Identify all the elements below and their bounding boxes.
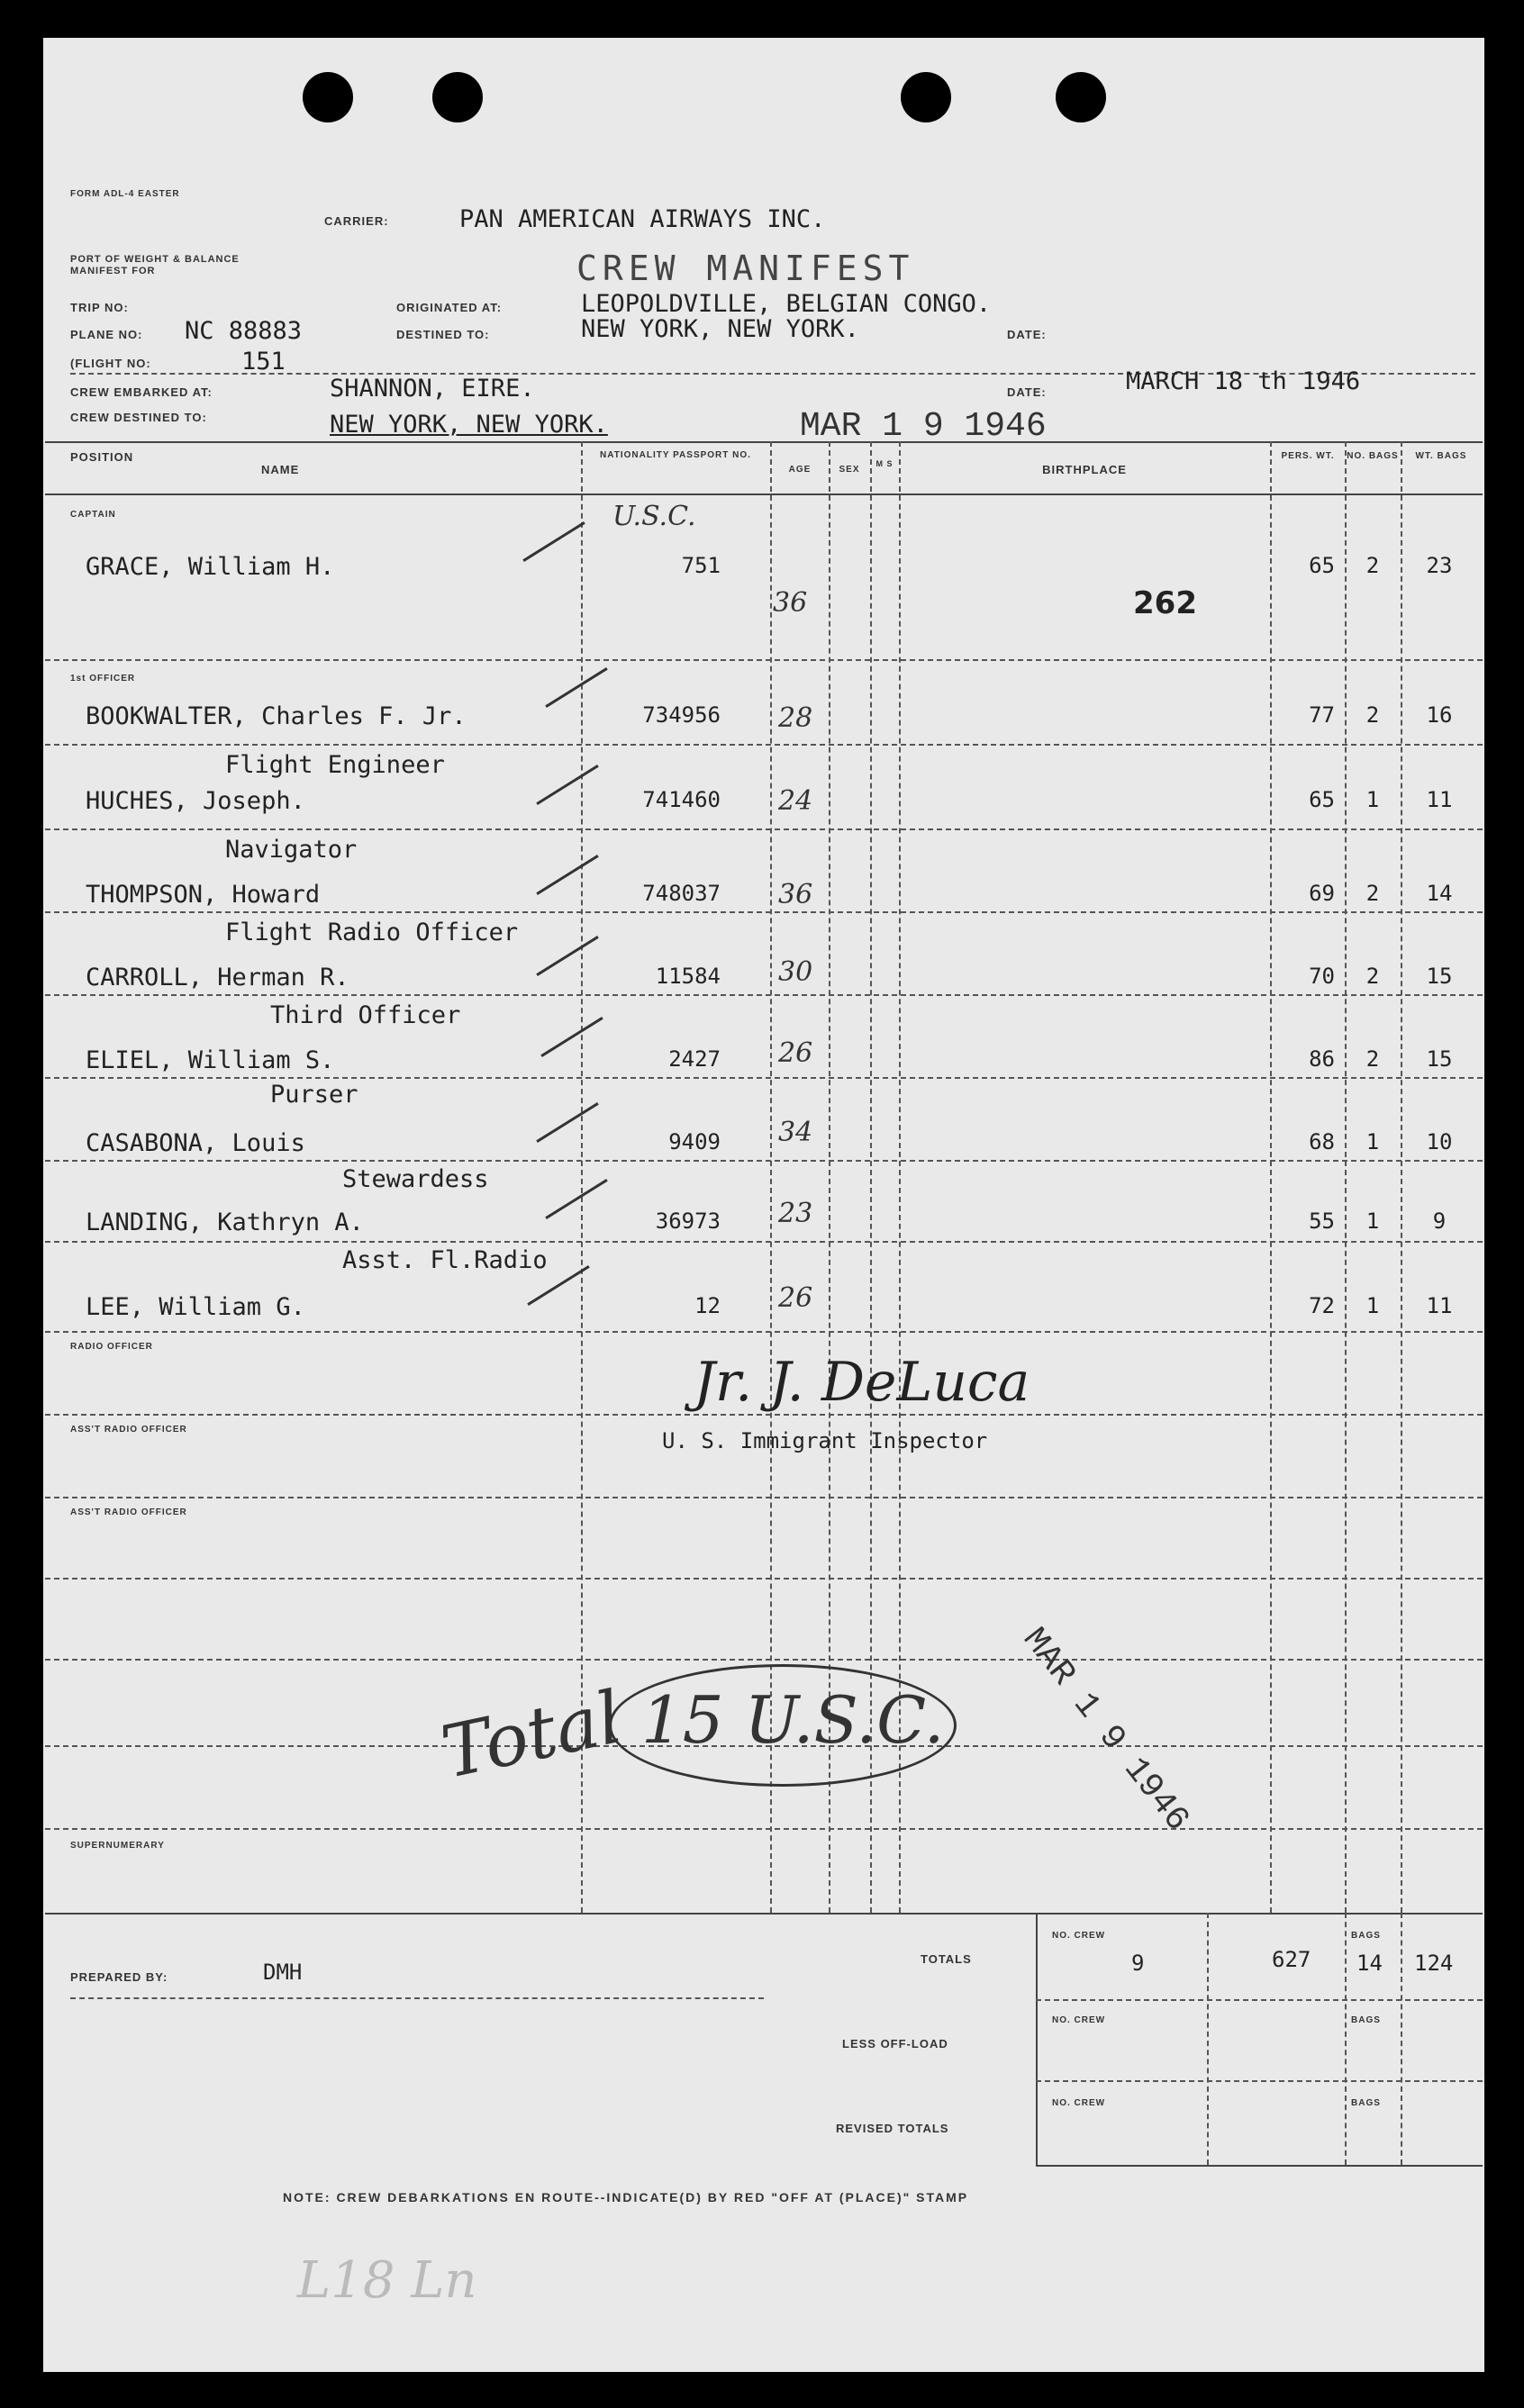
crew-name: GRACE, William H. bbox=[86, 553, 335, 581]
carrier-label: CARRIER: bbox=[324, 214, 389, 228]
prepared-by-value: DMH bbox=[263, 1960, 303, 1985]
crew-name: THOMPSON, Howard bbox=[86, 881, 321, 909]
destined-value: NEW YORK, NEW YORK. bbox=[581, 315, 859, 343]
crew-destined-label: CREW DESTINED TO: bbox=[70, 411, 207, 424]
crew-age: 28 bbox=[778, 702, 813, 734]
crew-pers-wt: 65 bbox=[1309, 787, 1335, 812]
crew-wt-bags: 10 bbox=[1426, 1129, 1453, 1154]
no-crew-label: NO. CREW bbox=[1052, 2015, 1106, 2025]
embarked-label: CREW EMBARKED AT: bbox=[70, 385, 213, 399]
document-title: CREW MANIFEST bbox=[576, 249, 915, 288]
crew-name: HUCHES, Joseph. bbox=[86, 787, 305, 815]
crew-bags: 2 bbox=[1365, 702, 1380, 728]
flight-value: 151 bbox=[241, 348, 286, 376]
position-label: Third Officer bbox=[270, 1001, 461, 1029]
crew-passport: 734956 bbox=[642, 702, 721, 728]
punch-hole bbox=[303, 72, 353, 122]
total-handwritten: Total bbox=[434, 1675, 630, 1795]
revised-totals-label: REVISED TOTALS bbox=[836, 2122, 949, 2135]
trip-label: TRIP NO: bbox=[70, 301, 129, 314]
position-label: 1st OFFICER bbox=[70, 674, 136, 683]
originated-label: ORIGINATED AT: bbox=[396, 301, 503, 314]
crew-bags: 2 bbox=[1365, 553, 1380, 578]
crew-age: 23 bbox=[778, 1198, 813, 1229]
position-label: Flight Radio Officer bbox=[225, 919, 519, 946]
punch-hole bbox=[901, 72, 951, 122]
position-label: Flight Engineer bbox=[225, 751, 445, 779]
inspector-title: U. S. Immigrant Inspector bbox=[662, 1428, 988, 1453]
crew-passport: 2427 bbox=[668, 1046, 721, 1072]
crew-pers-wt: 86 bbox=[1309, 1046, 1335, 1072]
crew-passport: 11584 bbox=[655, 964, 721, 989]
pers-wt-header: PERS. WT. bbox=[1281, 451, 1335, 461]
crew-pers-wt: 69 bbox=[1309, 881, 1335, 906]
crew-age: 24 bbox=[778, 785, 813, 817]
manifest-date: MARCH 18 th 1946 bbox=[1126, 367, 1361, 395]
crew-age: 34 bbox=[778, 1117, 813, 1148]
position-label: Asst. Fl.Radio bbox=[342, 1246, 548, 1274]
crew-name: LEE, William G. bbox=[86, 1293, 305, 1321]
punch-hole bbox=[1056, 72, 1106, 122]
position-label: Navigator bbox=[225, 836, 358, 864]
bags-label: BAGS bbox=[1351, 2015, 1381, 2025]
date-label-2: DATE: bbox=[1007, 385, 1047, 399]
totals-label: TOTALS bbox=[921, 1952, 972, 1966]
ms-header: M S bbox=[875, 459, 894, 468]
crew-wt-bags: 15 bbox=[1426, 1046, 1453, 1072]
radio-officer-label: RADIO OFFICER bbox=[70, 1342, 153, 1352]
crew-wt-bags: 16 bbox=[1426, 702, 1453, 728]
date-stamp-rotated: MAR 1 9 1946 bbox=[1014, 1621, 1197, 1840]
wt-bags-header: WT. BAGS bbox=[1415, 451, 1467, 461]
crew-pers-wt: 55 bbox=[1309, 1209, 1335, 1234]
footer-note: NOTE: CREW DEBARKATIONS EN ROUTE--INDICATE(D) BY RED "OFF AT (PLACE)" STAMP bbox=[283, 2190, 969, 2204]
form-number: FORM ADL-4 EASTER bbox=[70, 189, 180, 199]
crew-wt-bags: 15 bbox=[1426, 964, 1453, 989]
plane-value: NC 88883 bbox=[185, 317, 303, 345]
position-label: Stewardess bbox=[342, 1165, 489, 1193]
crew-bags: 1 bbox=[1365, 1293, 1380, 1318]
position-label: CAPTAIN bbox=[70, 510, 116, 520]
crew-name: BOOKWALTER, Charles F. Jr. bbox=[86, 702, 467, 730]
crew-name: CASABONA, Louis bbox=[86, 1129, 305, 1157]
crew-wt-bags: 11 bbox=[1426, 1293, 1453, 1318]
position-header: POSITION bbox=[70, 450, 134, 464]
date-label: DATE: bbox=[1007, 328, 1047, 341]
carrier-value: PAN AMERICAN AIRWAYS INC. bbox=[459, 205, 826, 233]
no-crew-label: NO. CREW bbox=[1052, 2098, 1106, 2108]
crew-wt-bags: 23 bbox=[1426, 553, 1453, 578]
destined-label: DESTINED TO: bbox=[396, 328, 490, 341]
total-wt-bags: 124 bbox=[1414, 1951, 1454, 1976]
total-bags: 14 bbox=[1356, 1951, 1383, 1976]
crew-passport: 741460 bbox=[642, 787, 721, 812]
bags-label: BAGS bbox=[1351, 1931, 1381, 1941]
total-weight: 627 bbox=[1272, 1947, 1311, 1972]
name-header: NAME bbox=[261, 463, 300, 476]
crew-wt-bags: 14 bbox=[1426, 881, 1453, 906]
plane-label: PLANE NO: bbox=[70, 328, 143, 341]
crew-wt-bags: 9 bbox=[1432, 1209, 1447, 1234]
crew-bags: 2 bbox=[1365, 964, 1380, 989]
prepared-by-label: PREPARED BY: bbox=[70, 1970, 168, 1984]
no-bags-header: NO. BAGS bbox=[1347, 451, 1399, 461]
bags-label: BAGS bbox=[1351, 2098, 1381, 2108]
position-label: Purser bbox=[270, 1081, 358, 1109]
sex-header: SEX bbox=[839, 465, 860, 475]
nationality-header: NATIONALITY PASSPORT NO. bbox=[600, 450, 751, 460]
birthplace-header: BIRTHPLACE bbox=[1042, 463, 1127, 476]
crew-age: 36 bbox=[778, 879, 813, 910]
flight-label: (FLIGHT NO: bbox=[70, 357, 151, 370]
crew-bags: 2 bbox=[1365, 881, 1380, 906]
crew-age: 26 bbox=[778, 1037, 813, 1069]
inspector-signature: Jr. J. DeLuca bbox=[694, 1351, 1030, 1414]
no-crew-label: NO. CREW bbox=[1052, 1931, 1106, 1941]
supernumerary-label: SUPERNUMERARY bbox=[70, 1841, 165, 1851]
crew-bags: 1 bbox=[1365, 1129, 1380, 1154]
page-number: 262 bbox=[1133, 585, 1197, 621]
age-header: AGE bbox=[788, 465, 812, 475]
crew-pers-wt: 65 bbox=[1309, 553, 1335, 578]
crew-passport: 9409 bbox=[668, 1129, 721, 1154]
crew-age: 36 bbox=[773, 587, 808, 619]
asst-radio-officer-label: ASS'T RADIO OFFICER bbox=[70, 1507, 187, 1517]
crew-bags: 1 bbox=[1365, 1209, 1380, 1234]
crew-passport: 751 bbox=[681, 553, 721, 578]
port-label: PORT OF WEIGHT & BALANCE MANIFEST FOR bbox=[70, 254, 240, 276]
crew-passport: 36973 bbox=[655, 1209, 721, 1234]
nationality-handwritten: U.S.C. bbox=[612, 501, 696, 532]
crew-name: ELIEL, William S. bbox=[86, 1046, 335, 1074]
crew-wt-bags: 11 bbox=[1426, 787, 1453, 812]
crew-pers-wt: 72 bbox=[1309, 1293, 1335, 1318]
crew-age: 26 bbox=[778, 1282, 813, 1314]
crew-age: 30 bbox=[778, 956, 813, 988]
total-crew: 9 bbox=[1131, 1951, 1145, 1976]
crew-pers-wt: 68 bbox=[1309, 1129, 1335, 1154]
asst-radio-officer-label: ASS'T RADIO OFFICER bbox=[70, 1425, 187, 1435]
embarked-value: SHANNON, EIRE. bbox=[330, 375, 535, 403]
crew-pers-wt: 70 bbox=[1309, 964, 1335, 989]
crew-name: CARROLL, Herman R. bbox=[86, 964, 349, 991]
crew-passport: 748037 bbox=[642, 881, 721, 906]
date-stamp: MAR 1 9 1946 bbox=[800, 407, 1047, 446]
crew-bags: 1 bbox=[1365, 787, 1380, 812]
crew-destined-value: NEW YORK, NEW YORK. bbox=[330, 411, 608, 439]
crew-bags: 2 bbox=[1365, 1046, 1380, 1072]
originated-value: LEOPOLDVILLE, BELGIAN CONGO. bbox=[581, 290, 992, 318]
total-circled: 15 U.S.C. bbox=[641, 1682, 945, 1758]
less-offload-label: LESS OFF-LOAD bbox=[842, 2037, 948, 2050]
crew-name: LANDING, Kathryn A. bbox=[86, 1209, 364, 1236]
crew-passport: 12 bbox=[694, 1293, 721, 1318]
faint-scribble: L18 Ln bbox=[297, 2251, 477, 2310]
punch-hole bbox=[432, 72, 483, 122]
crew-pers-wt: 77 bbox=[1309, 702, 1335, 728]
